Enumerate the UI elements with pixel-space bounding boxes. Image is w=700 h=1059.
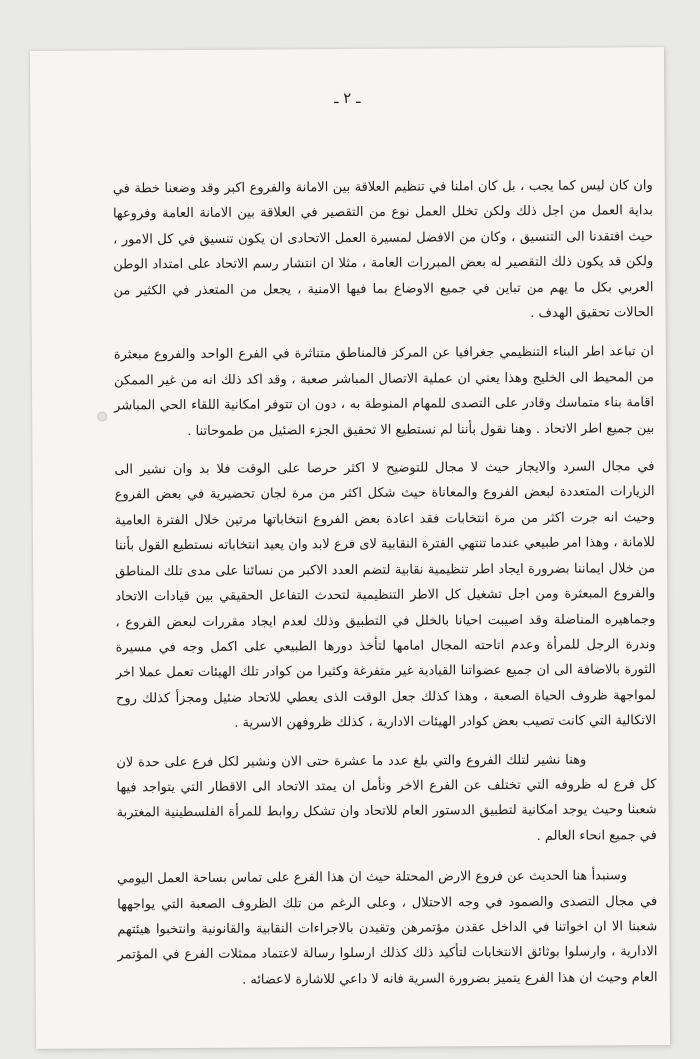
punch-hole bbox=[97, 411, 107, 421]
document-page bbox=[30, 47, 670, 1049]
paragraph-3: في مجال السرد والايجاز حيث لا مجال للتوضيح لا اكثر حرصا على الوقت فلا بد وان نشير الى الزيارات المتعددة لبعض الفروع والمعاناة حيث شكل اكثر من مرة لجان تحضيرية في بعض الفروع وحيث انه جرت اكثر من مرة انتخابات فقد اعادة بعض الفروع انتخاباتها مرتين خلال الفترة العامية للامانة ، وهذا امر طبيعي عندما تنتهي الفترة النقابية لاى فرع لابد وان يعيد انتخاباته نستطيع القول بأننا من خلال ايماننا بضرورة ايجاد اطر تنظيمية نقابية لتضم العدد الاكبر من نسائنا على مدى تلك المناطق والفروع المبعثرة ومن اجل تشغيل كل الاطر التنظيمية لتحدث التفاعل الحقيقي بين قيادات الاتحاد وجماهيره المناضلة وقد اصيبت احيانا بالخلل في التطبيق وذلك لعدم ايجاد مقررات لبعض الفروع ، وندرة الرجل للمرأة وعدم اتاحته المجال امامها لتأخذ دورها الطبيعي على اكمل وجه في مسيرة الثورة بالاضافة الى ان جميع عضواتنا القيادية غير متفرغة وكثيرا من كوادر تلك الهيئات تعمل عملا اخر لمواجهة ظروف الحياة الصعبة ، وهذا كذلك جعل الوقت الذى يعطي للاتحاد ضئيل ومجزأ كذلك روح الاتكالية التي كانت تصيب بعض كوادر الهيئات الادارية ، كذلك ظروفهن الاسرية . bbox=[114, 459, 657, 731]
document-body bbox=[113, 173, 658, 993]
paragraph-4: وهنا نشير لتلك الفروع والتي بلغ عدد ما عشرة حتى الان ونشير لكل فرع على حدة لان كل فرع له ظروفه التي تختلف عن الفرع الاخر ونأمل ان يمتد الاتحاد الى الاقطار التي يتواجد فيها شعبنا وحيث يوجد امكانية لتطبيق الدستور العام للاتحاد وان تشكل روابط للمرأة الفلسطينية المغتربة في جميع انحاء العالم . bbox=[116, 752, 657, 844]
paragraph-2: ان تباعد اطر البناء التنظيمي جغرافيا عن المركز فالمناطق متناثرة في الفرع الواحد والفروع مبعثرة من المحيط الى الخليج وهذا يعني ان عملية الاتصال المباشر صعبة ، وقد اكد ذلك انه من غير الممكن اقامة بناء متماسك وقادر على التصدى للمهام المنوطة به ، دون ان تتوفر امكانية اللقاء الحي المباشر بين جميع اطر الاتحاد . وهنا نقول بأننا لم نستطيع الا تحقيق الجزء الضئيل من طموحاتنا . bbox=[113, 344, 655, 439]
paragraph-5: وسنبدأ هنا الحديث عن فروع الارض المحتلة حيث ان هذا الفرع على تماس بساحة العمل اليومي في مجال التصدى والصمود في وجه الاحتلال ، وعلى الرغم من تلك الظروف الصعبة التي يواجهها شعبنا الا ان اخواتنا في الداخل عقدن مؤتمرهن وتقيدن بالاجراءات النقابية والقانونية وانتخبوا هيئتهم الادارية ، وارسلوا بوثائق الانتخابات لتأكيد ذلك كذلك ارسلوا رسالة لاعتماد ممثلات الفرع في المؤتمر العام وحيث ان هذا الفرع يتميز بضرورة السرية فانه لا داعي للاشارة لاعضائه . bbox=[116, 868, 658, 988]
page-number: ـ ٢ ـ bbox=[333, 88, 361, 108]
paragraph-1: وان كان ليس كما يجب ، بل كان املنا في تنظيم العلاقة بين الامانة والفروع اكبر وقد وضعنا خطة في بداية العمل من اجل ذلك ولكن تخلل العمل نوع من التقصير في العلاقة بين الامانة العامة وفروعها حيث افتقدنا الى التنسيق ، وكان من الافضل لمسيرة العمل الاتحادى ان يكون تنسيق في كل الامور ، ولكن قد يكون ذلك التقصير له بعض المبررات العامة ، مثلا ان انتشار رسم الاتحاد على امتداد الوطن العربي بكل ما يهم من تباين في جميع الاوضاع بما فيها الامنية ، يجعل من المتعذر في الكثير من الحالات تحقيق الهدف . bbox=[112, 178, 654, 321]
